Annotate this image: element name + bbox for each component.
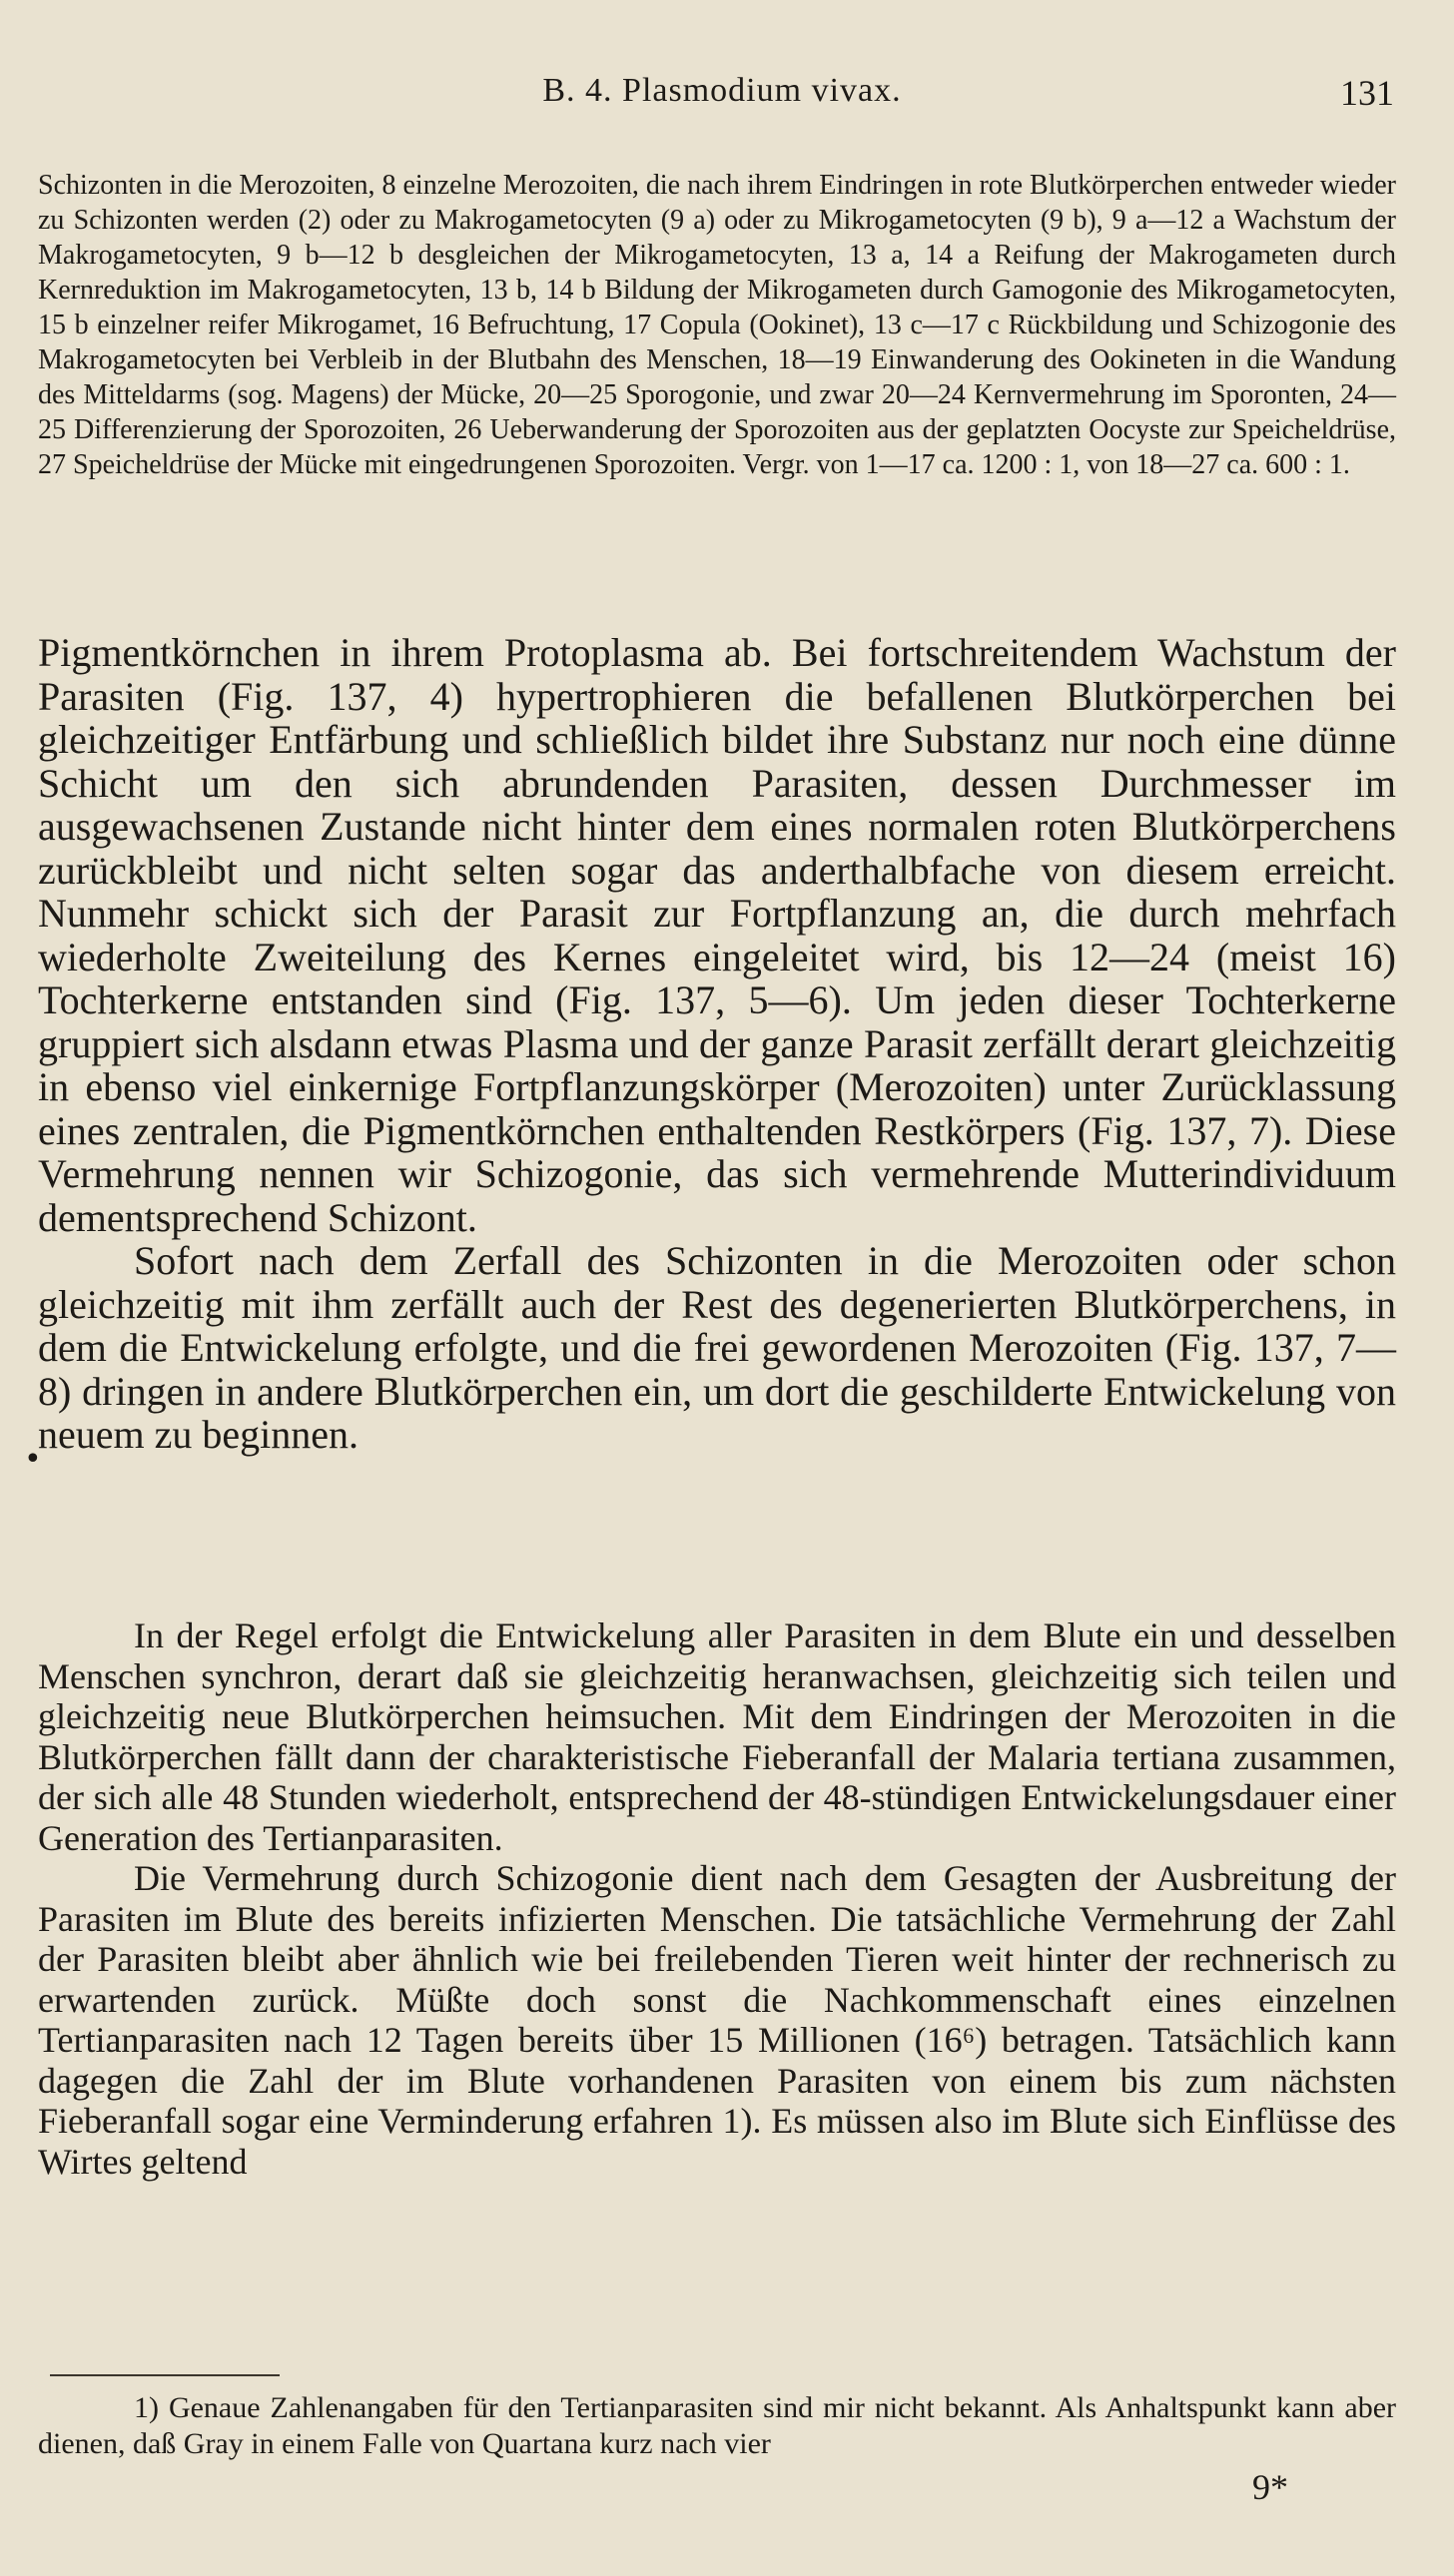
paragraph-1: Pigmentkörnchen in ihrem Protoplasma ab. Bei fortschreitendem Wachstum der Parasiten (Fig. 137, 4) hypertrophieren die befallenen Blutkörperchen bei gleichzeitiger Entfärbung und schließlich bildet ihre Substanz nur noch eine dünne Schicht um den sich abrundenden Parasiten, dessen Durchmesser im ausgewachsenen Zustande nicht hinter dem eines normalen roten Blutkörperchens zurückbleibt und nicht selten sogar das anderthalbfache von diesem erreicht. Nunmehr schickt sich der Parasit zur Fortpflanzung an, die durch mehrfach wiederholte Zweiteilung des Kernes eingeleitet wird, bis 12—24 (meist 16) Tochterkerne entstanden sind (Fig. 137, 5—6). Um jeden dieser Tochterkerne gruppiert sich alsdann etwas Plasma und der ganze Parasit zerfällt derart gleichzeitig in ebenso viel einkernige Fortpflanzungskörper (Merozoiten) unter Zurücklassung eines zentralen, die Pigmentkörnchen enthaltenden Restkörpers (Fig. 137, 7). Diese Vermehrung nennen wir Schizogonie, das sich vermehrende Mutterindividuum dementsprechend Schizont. xyxy=(38,630,1396,1240)
paragraph-4: Die Vermehrung durch Schizogonie dient nach dem Gesagten der Ausbreitung der Parasiten im Blute des bereits infizierten Menschen. Die tatsächliche Vermehrung der Zahl der Parasiten bleibt aber ähnlich wie bei freilebenden Tieren weit hinter der rechnerisch zu erwartenden zurück. Müßte doch sonst die Nachkommenschaft eines einzelnen Tertianparasiten nach 12 Tagen bereits über 15 Millionen (16⁶) betragen. Tatsächlich kann dagegen die Zahl der im Blute vorhandenen Parasiten von einem bis zum nächsten Fieberanfall sogar eine Verminderung erfahren 1). Es müssen also im Blute sich Einflüsse des Wirtes geltend xyxy=(38,1858,1396,2182)
paragraph-2: Sofort nach dem Zerfall des Schizonten in die Merozoiten oder schon gleichzeitig mit ihm zerfällt auch der Rest des degenerierten Blutkörperchens, in dem die Entwickelung erfolgte, und die frei gewordenen Merozoiten (Fig. 137, 7—8) dringen in andere Blutkörperchen ein, um dort die geschilderte Entwickelung von neuem zu beginnen. xyxy=(38,1238,1396,1457)
paragraph-3: In der Regel erfolgt die Entwickelung aller Parasiten in dem Blute ein und desselben Menschen synchron, derart daß sie gleichzeitig heranwachsen, gleichzeitig sich teilen und gleichzeitig neue Blutkörperchen heimsuchen. Mit dem Eindringen der Merozoiten in die Blutkörperchen fällt dann der charakteristische Fieberanfall der Malaria tertiana zusammen, der sich alle 48 Stunden wiederholt, entsprechend der 48-stündigen Entwickelungsdauer einer Generation des Tertianparasiten. xyxy=(38,1615,1396,1858)
main-text-continued xyxy=(38,1615,1396,2182)
footnote: 1) Genaue Zahlenangaben für den Tertianparasiten sind mir nicht bekannt. Als Anhaltspunkt kann aber dienen, daß Gray in einem Falle von Quartana kurz nach vier xyxy=(38,2391,1396,2460)
main-text xyxy=(38,631,1396,1457)
footnote-rule xyxy=(50,2374,280,2376)
sheet-signature: 9* xyxy=(1252,2467,1288,2507)
page-number: 131 xyxy=(1340,73,1394,113)
margin-mark: • xyxy=(24,1442,42,1477)
page-header xyxy=(50,64,1394,124)
running-title: B. 4. Plasmodium vivax. xyxy=(542,72,902,109)
figure-caption: Schizonten in die Merozoiten, 8 einzelne Merozoiten, die nach ihrem Eindringen in rote Blutkörperchen entweder wieder zu Schizonten werden (2) oder zu Makrogametocyten (9 a) oder zu Mikrogametocyten (9 b), 9 a—12 a Wachstum der Makrogametocyten, 9 b—12 b desgleichen der Mikrogametocyten, 13 a, 14 a Reifung der Makrogameten durch Kernreduktion im Makrogametocyten, 13 b, 14 b Bildung der Mikrogameten durch Gamogonie des Mikrogametocyten, 15 b einzelner reifer Mikrogamet, 16 Befruchtung, 17 Copula (Ookinet), 13 c—17 c Rückbildung und Schizogonie des Makrogametocyten bei Verbleib in der Blutbahn des Menschen, 18—19 Einwanderung des Ookineten in die Wandung des Mitteldarms (sog. Magens) der Mücke, 20—25 Sporogonie, und zwar 20—24 Kernvermehrung im Sporonten, 24—25 Differenzierung der Sporozoiten, 26 Ueberwanderung der Sporozoiten aus der geplatzten Oocyste zur Speicheldrüse, 27 Speicheldrüse der Mücke mit eingedrungenen Sporozoiten. Vergr. von 1—17 ca. 1200 : 1, von 18—27 ca. 600 : 1. xyxy=(38,170,1396,480)
